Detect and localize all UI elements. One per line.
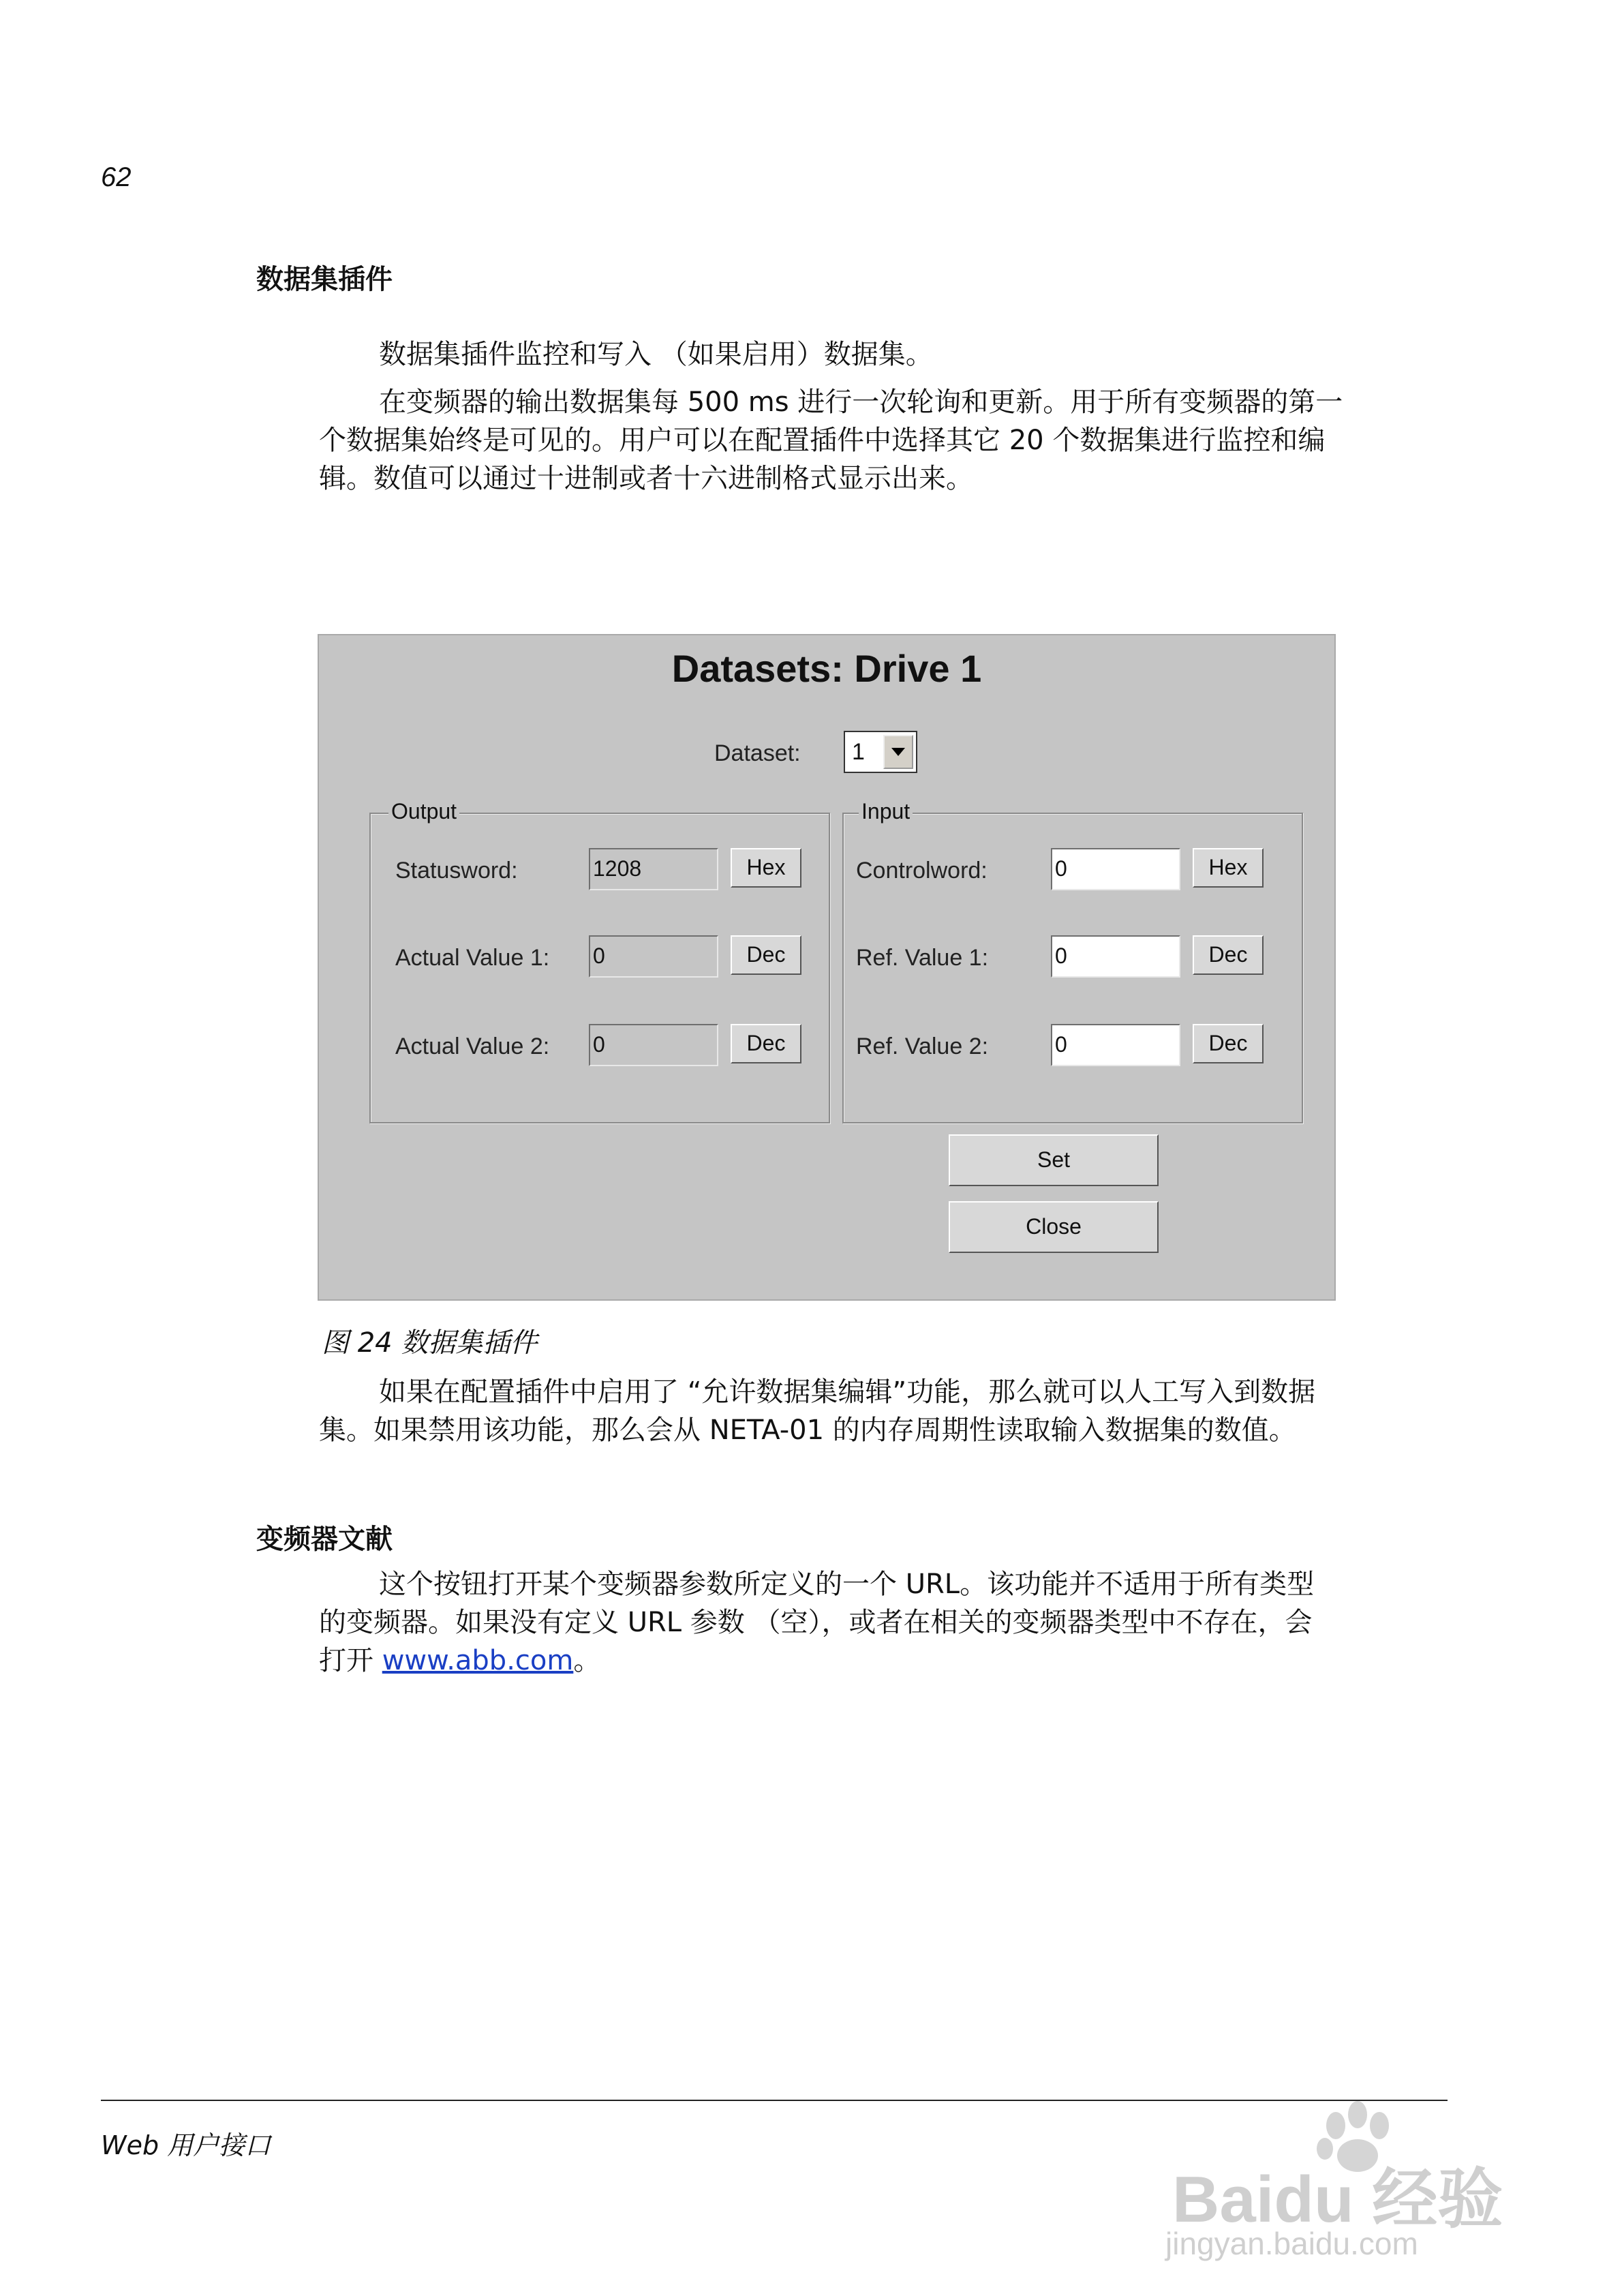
dataset-label: Dataset: [714, 740, 801, 766]
paragraph-line: 个数据集始终是可见的。用户可以在配置插件中选择其它 20 个数据集进行监控和编 [319, 425, 1326, 456]
baidu-watermark [1159, 2072, 1540, 2263]
section-heading-documentation: 变频器文献 [256, 1524, 393, 1555]
link-prefix: 打开 [319, 1645, 382, 1676]
page-number: 62 [101, 162, 132, 192]
dataset-select-value: 1 [852, 739, 865, 765]
actual-value-2-label: Actual Value 2: [395, 1033, 550, 1059]
dataset-select[interactable] [844, 731, 917, 773]
actual-value-1-field: 0 [589, 935, 718, 978]
controlword-hex-button[interactable]: Hex [1193, 848, 1264, 888]
actual-value-2-dec-button[interactable]: Dec [731, 1024, 801, 1063]
datasets-window [318, 634, 1336, 1301]
watermark-url: jingyan.baidu.com [1165, 2226, 1418, 2261]
ref-value-1-dec-button[interactable]: Dec [1193, 935, 1264, 975]
paragraph-polling [319, 383, 1450, 498]
section-heading-datasets: 数据集插件 [256, 264, 393, 295]
ref-value-2-dec-button[interactable]: Dec [1193, 1024, 1264, 1063]
input-legend: Input [859, 799, 913, 824]
paragraph-line [319, 1642, 1450, 1680]
paragraph-url [319, 1565, 1450, 1680]
output-legend: Output [388, 799, 459, 824]
close-button[interactable]: Close [949, 1201, 1159, 1253]
window-title: Datasets: Drive 1 [671, 647, 982, 690]
paragraph-line: 在变频器的输出数据集每 500 ms 进行一次轮询和更新。用于所有变频器的第一 [379, 387, 1343, 418]
abb-link[interactable]: www.abb.com [382, 1645, 574, 1676]
figure-caption: 图 24 数据集插件 [322, 1327, 538, 1359]
paragraph-line: 辑。数值可以通过十进制或者十六进制格式显示出来。 [319, 463, 973, 494]
statusword-hex-button[interactable]: Hex [731, 848, 801, 888]
controlword-label: Controlword: [856, 858, 988, 883]
link-suffix: 。 [573, 1645, 601, 1676]
ref-value-1-input[interactable]: 0 [1051, 935, 1180, 978]
actual-value-2-field: 0 [589, 1024, 718, 1066]
controlword-input[interactable]: 0 [1051, 848, 1180, 890]
statusword-label: Statusword: [395, 858, 518, 883]
paragraph-editing [319, 1373, 1450, 1449]
paragraph-intro: 数据集插件监控和写入 （如果启用）数据集。 [379, 339, 933, 370]
ref-value-2-label: Ref. Value 2: [856, 1033, 989, 1059]
ref-value-2-input[interactable]: 0 [1051, 1024, 1180, 1066]
footer-text: Web 用户接口 [101, 2130, 271, 2160]
actual-value-1-label: Actual Value 1: [395, 945, 550, 971]
chevron-down-icon[interactable] [883, 735, 913, 769]
actual-value-1-dec-button[interactable]: Dec [731, 935, 801, 975]
statusword-field: 1208 [589, 848, 718, 890]
paragraph-line: 集。如果禁用该功能，那么会从 NETA-01 的内存周期性读取输入数据集的数值。 [319, 1415, 1296, 1446]
ref-value-1-label: Ref. Value 1: [856, 945, 989, 971]
paragraph-line: 的变频器。如果没有定义 URL 参数 （空），或者在相关的变频器类型中不存在，会 [319, 1607, 1313, 1638]
set-button[interactable]: Set [949, 1134, 1159, 1186]
paragraph-line: 这个按钮打开某个变频器参数所定义的一个 URL。该功能并不适用于所有类型 [379, 1569, 1315, 1600]
paragraph-line: 如果在配置插件中启用了 “允许数据集编辑”功能，那么就可以人工写入到数据 [379, 1376, 1316, 1408]
watermark-brand: Baidu 经验 [1172, 2163, 1503, 2236]
